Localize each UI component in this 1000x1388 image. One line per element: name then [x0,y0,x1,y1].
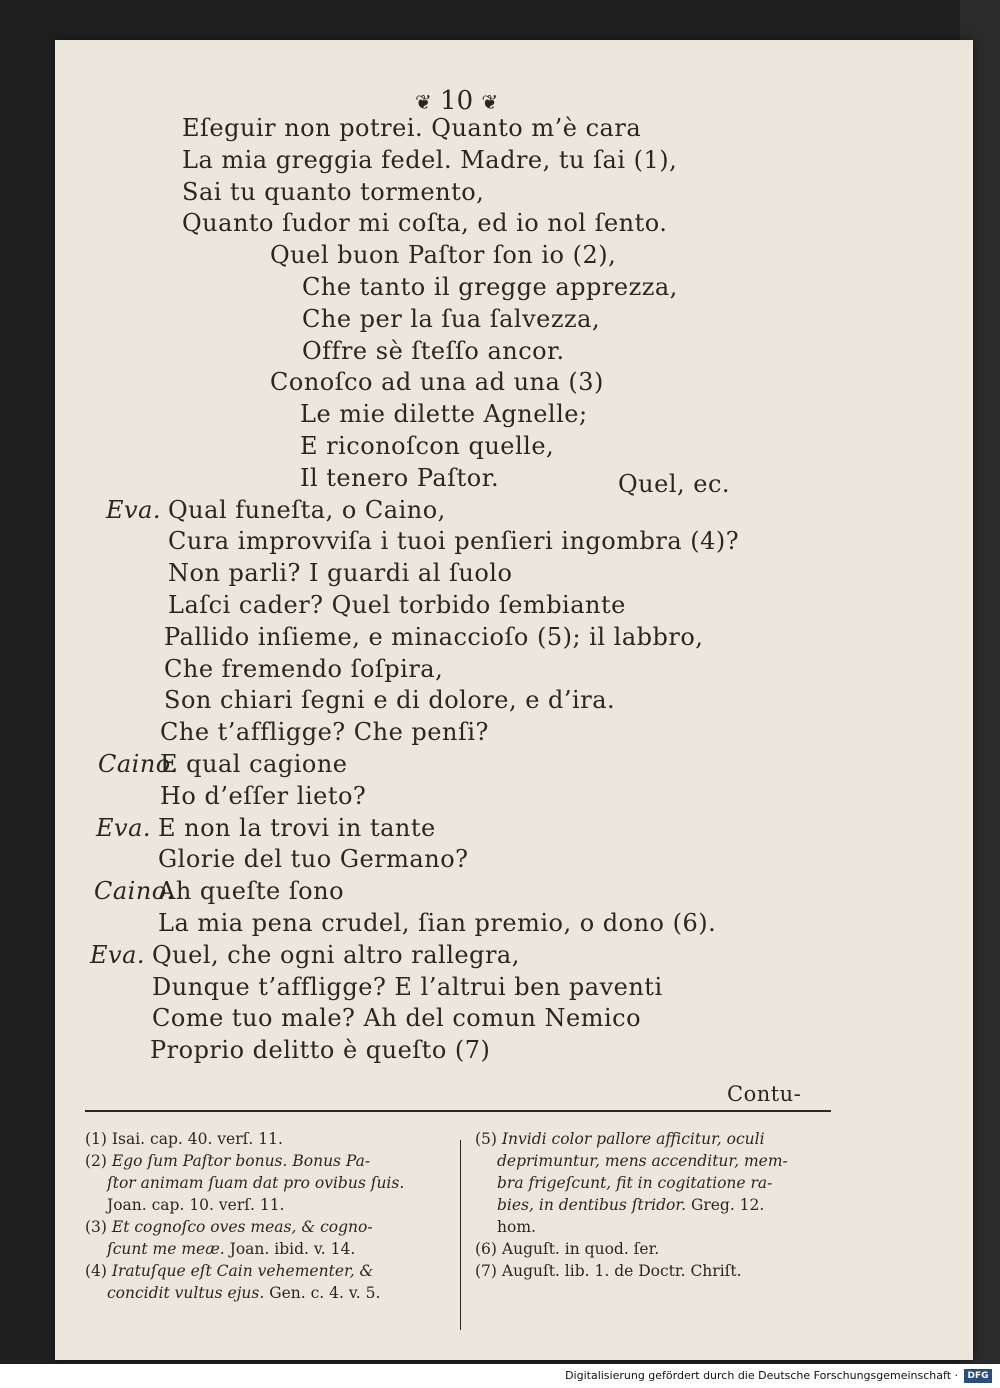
footnote-number: (4) [85,1262,112,1280]
footnote-number: (3) [85,1218,112,1236]
verse-line: Ho d’eſſer lieto? [160,781,367,810]
footnote-quote: Ego ſum Paſtor bonus. Bonus Pa- [111,1152,371,1170]
verse-line: Che fremendo ſoſpira, [164,654,444,683]
verse-line: Pallido inſieme, e minaccioſo (5); il labbro, [164,622,704,651]
footnote-number: (5) [475,1130,502,1148]
footnote-line [85,1128,404,1150]
footnote-line [475,1172,788,1194]
footnote-line [475,1260,788,1282]
footnote-quote: Invidi color pallore afficitur, oculi [501,1130,765,1148]
verse-line: E qual cagione [160,750,348,778]
verse-line: Che tanto il gregge apprezza, [302,273,678,301]
footnote-line [475,1238,788,1260]
verse-line: Ah queſte ſono [158,877,345,906]
footnote-number: (1) [85,1130,112,1148]
speaker-name: Eva. [96,813,152,842]
footnote-quote: deprimuntur, mens accenditur, mem- [497,1152,788,1170]
verse-line: Quel buon Paſtor ſon io (2), [270,241,617,270]
verse-line: Dunque t’affligge? E l’altrui ben paventi [152,972,663,1001]
page-header [415,86,498,116]
footnote-line [85,1150,404,1172]
verse-line: La mia greggia fedel. Madre, tu ſai (1), [182,145,678,174]
footnote-reference: Gen. c. 4. v. 5. [269,1284,381,1302]
footnote-line [85,1238,404,1260]
footnotes-right [475,1128,788,1282]
footnote-reference: Joan. ibid. v. 14. [229,1240,356,1258]
footnote-line [85,1216,404,1238]
footnote-number: (7) [475,1262,502,1280]
footnote-reference: Greg. 12. [690,1196,765,1214]
verse-line: Son chiari ſegni e di dolore, e d’ira. [164,686,616,715]
footnote-line [475,1128,788,1150]
verse-line: Le mie dilette Agnelle; [300,400,588,429]
footnote-quote: bra frigeſcunt, fit in cogitatione ra- [497,1174,773,1192]
verse-line: Proprio delitto è queſto (7) [150,1036,491,1065]
page-number: 10 [440,86,474,116]
footnote-reference: hom. [497,1218,536,1236]
verse-line: Il tenero Paſtor. [300,463,500,492]
footnotes-left [85,1128,404,1304]
verse-line: Che t’affligge? Che penſi? [160,718,489,747]
speaker-name: Eva. [90,940,146,969]
verse-line: Come tuo male? Ah del comun Nemico [152,1004,642,1033]
catchword: Contu- [727,1082,802,1106]
speaker-name: Eva. [106,495,162,524]
verse-line: Che per la ſua ſalvezza, [302,304,601,333]
footer-bar [0,1364,1000,1388]
ornament-right-icon: ❦ [481,90,499,114]
footnote-quote: concidit vultus ejus. [107,1284,270,1302]
footnote-quote: ſcunt me meæ. [107,1240,230,1258]
verse-line: Quanto ſudor mi coſta, ed io nol ſento. [182,209,668,238]
footnote-quote: bies, in dentibus ſtridor. [497,1196,691,1214]
verse-line: Non parli? I guardi al ſuolo [168,559,513,588]
footnote-number: (6) [475,1240,502,1258]
verse-line: E riconoſcon quelle, [300,432,555,460]
verse-line: Sai tu quanto tormento, [182,177,485,206]
verse-line: Laſci cader? Quel torbido ſembiante [168,591,626,619]
footnote-number: (2) [85,1152,112,1170]
footnote-quote: ſtor animam ſuam dat pro ovibus ſuis. [107,1174,405,1192]
footer-credit: Digitalisierung gefördert durch die Deutsche Forschungsgemeinschaft · [565,1369,958,1382]
verse-line: Conoſco ad una ad una (3) [270,368,604,397]
footnote-line [85,1282,404,1304]
verse-line: Glorie del tuo Germano? [158,845,469,874]
aside-ref: Quel, ec. [618,470,731,498]
footnote-reference: Auguſt. lib. 1. de Doctr. Chriſt. [501,1262,742,1280]
dfg-logo: DFG [964,1369,992,1383]
footnote-line [475,1216,788,1238]
verse-line: La mia pena crudel, ſian premio, o dono (6). [158,909,717,937]
verse-line: Eſeguir non potrei. Quanto m’è cara [182,114,642,142]
footnote-reference: Isai. cap. 40. verſ. 11. [111,1130,283,1148]
footnote-line [85,1194,404,1216]
footnote-line [475,1194,788,1216]
speaker-name: Caino. [98,750,179,778]
verse-line: Cura improvviſa i tuoi penſieri ingombra (4)? [168,527,740,556]
verse-line: Qual funeſta, o Caino, [168,495,446,524]
speaker-name: Caino. [94,877,175,906]
verse-line: Offre sè ſteſſo ancor. [302,336,565,365]
footnote-line [85,1260,404,1282]
verse-line: E non la trovi in tante [158,813,436,842]
footnote-quote: Iratuſque eſt Cain vehementer, & [111,1262,374,1280]
footnote-line [475,1150,788,1172]
verse-line: Quel, che ogni altro rallegra, [152,940,520,969]
footnote-reference: Auguſt. in quod. ſer. [501,1240,660,1258]
column-divider [460,1140,461,1330]
footnote-reference: Joan. cap. 10. verſ. 11. [107,1196,285,1214]
ornament-left-icon: ❦ [415,90,432,114]
footnote-divider [85,1110,831,1112]
footnote-quote: Et cognoſco oves meas, & cogno- [111,1218,373,1236]
footnote-line [85,1172,404,1194]
